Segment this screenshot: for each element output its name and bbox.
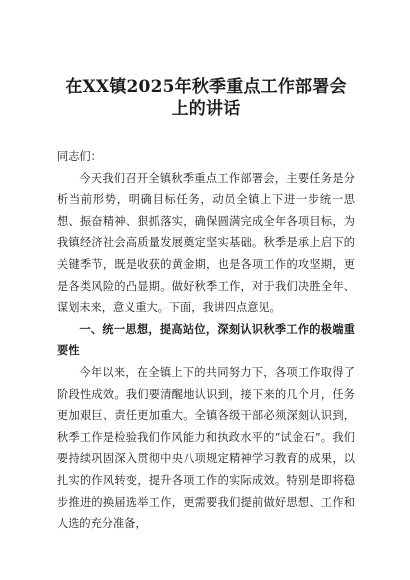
document-body xyxy=(57,146,355,535)
document-title: 在XX镇2025年秋季重点工作部署会上的讲话 xyxy=(65,77,347,119)
paragraph-section-1: 今年以来，在全镇上下的共同努力下，各项工作取得了阶段性成效。我们要清醒地认识到，接下来的几个月，任务更加艰巨、责任更加重大。全镇各级干部必须深刻认识到，秋季工作是检验我们作风能力和执政水平的“试金石”。我们要持续巩固深入贯彻中央八项规定精神学习教育的成果，以扎实的作风转变，提升各项工作的实际成效。特别是即将稳步推进的换届选举工作，更需要我们提前做好思想、工作和人选的充分准备， xyxy=(57,365,355,531)
salutation: 同志们： xyxy=(57,150,102,163)
paragraph-intro: 今天我们召开全镇秋季重点工作部署会，主要任务是分析当前形势，明确目标任务，动员全镇上下进一步统一思想、振奋精神、狠抓落实，确保圆满完成全年各项目标，为我镇经济社会高质量发展奠定坚实基础。秋季是承上启下的关键季节，既是收获的黄金期，也是各项工作的攻坚期，更是各类风险的凸显期。做好秋季工作，对于我们决胜全年、谋划未来，意义重大。下面，我讲四点意见。 xyxy=(57,171,355,315)
section-heading-1: 一、统一思想，提高站位，深刻认识秋季工作的极端重要性 xyxy=(57,321,355,358)
